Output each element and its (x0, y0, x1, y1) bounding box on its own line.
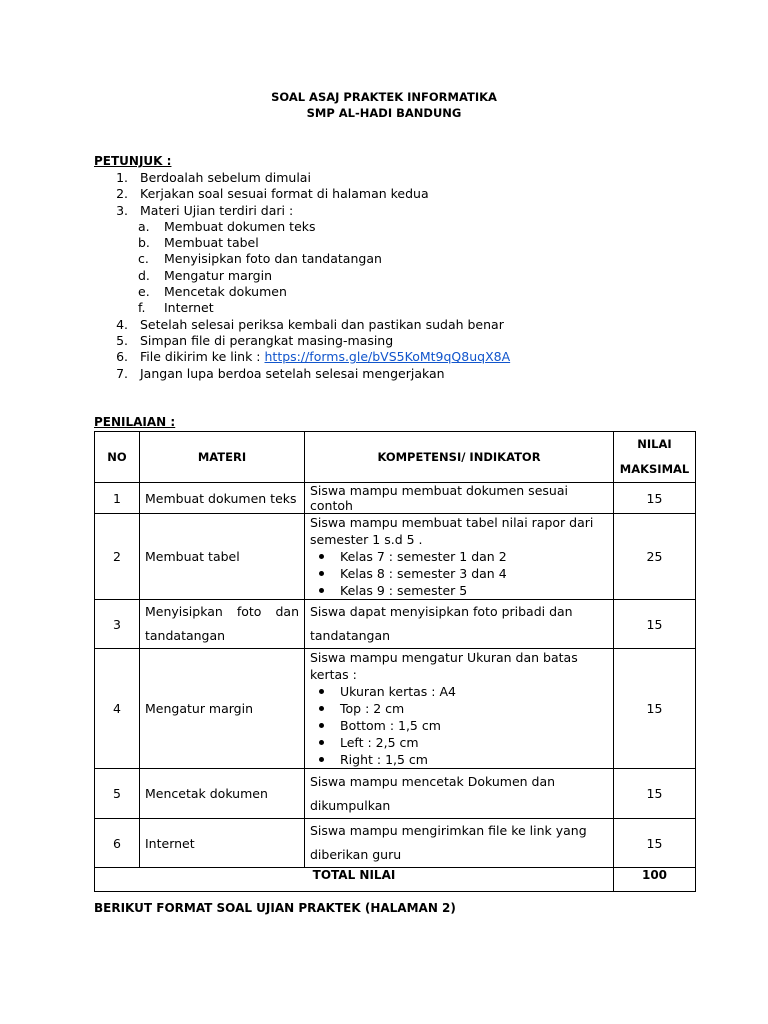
table-row: 6 Internet Siswa mampu mengirimkan file ke link yang diberikan guru 15 (95, 819, 696, 868)
table-header-row (95, 432, 696, 483)
penilaian-table (94, 431, 696, 892)
petunjuk-heading: PETUNJUK : (94, 154, 172, 168)
header-nilai: NILAI MAKSIMAL (614, 432, 696, 483)
table-row: 4 Mengatur margin Siswa mampu mengatur Ukuran dan batas kertas : Ukuran kertas : A4 Top : 2 cm Bottom : 1,5 cm Left : 2,5 cm Right : 1,5 cm 15 (95, 649, 696, 769)
total-label: TOTAL NILAI (95, 868, 614, 892)
footer-note: BERIKUT FORMAT SOAL UJIAN PRAKTEK (HALAMAN 2) (94, 901, 456, 915)
document-title: SOAL ASAJ PRAKTEK INFORMATIKA (271, 90, 497, 104)
header-materi: MATERI (140, 432, 305, 483)
bullet-list: Ukuran kertas : A4 Top : 2 cm Bottom : 1,5 cm Left : 2,5 cm Right : 1,5 cm (310, 683, 608, 768)
document-page: SOAL ASAJ PRAKTEK INFORMATIKA SMP AL-HADI BANDUNG PETUNJUK : 1. Berdoalah sebelum dimulai 2. Kerjakan soal sesuai format di halaman kedua 3. Materi Ujian terdiri dari : a. Membuat dokumen teks b. Membuat tabel c. Menyisipkan foto dan tandatangan d. Mengatur margin e. Mencetak dokumen f. Internet 4. Setelah selesai periksa kembali dan pastikan sudah benar 5. Simpan file di perangkat masing-masing 6. File dikirim ke link : https://forms.gle/bVS5KoMt9qQ8uqX8A 7. Jangan lupa berdoa setelah selesai mengerjakan PENILAIAN : NO MATERI KOMPETENSI/ INDIKATOR NILAI MAKSIMAL 1 Membuat dokumen teks Siswa mampu membuat dokumen sesuai contoh 15 2 Membuat tabel Siswa mampu membuat tabel nilai rapor dari semester 1 s.d 5 . Kelas 7 : semester 1 dan 2 Kelas 8 : semester 3 dan 4 Kelas 9 : semester 5 25 3 Menyisipkan foto dan tandatangan Siswa dapat menyisipkan foto pribadi dan tandatangan 15 4 Mengatur margin Siswa mampu mengatur Ukuran dan batas kertas : Ukuran kertas : A4 Top : 2 cm Bottom : 1,5 cm Left : 2,5 cm Right : 1,5 cm 15 5 Mencetak dokumen Siswa mampu mencetak Dokumen dan dikumpulkan 15 6 Internet Siswa mampu mengirimkan file ke link yang diberikan guru 15 TOTAL NILAI 100 BERIKUT FORMAT SOAL UJIAN PRAKTEK (HALAMAN 2) (0, 0, 768, 1024)
table-row: 2 Membuat tabel Siswa mampu membuat tabel nilai rapor dari semester 1 s.d 5 . Kelas 7 : semester 1 dan 2 Kelas 8 : semester 3 dan 4 Kelas 9 : semester 5 25 (95, 514, 696, 600)
bullet-list: Kelas 7 : semester 1 dan 2 Kelas 8 : semester 3 dan 4 Kelas 9 : semester 5 (310, 548, 608, 599)
total-value: 100 (614, 868, 696, 892)
header-kompetensi: KOMPETENSI/ INDIKATOR (305, 432, 614, 483)
penilaian-heading: PENILAIAN : (94, 415, 176, 429)
table-row: 1 Membuat dokumen teks Siswa mampu membuat dokumen sesuai contoh 15 (95, 483, 696, 514)
total-row (95, 868, 696, 892)
table-row: 3 Menyisipkan foto dan tandatangan Siswa dapat menyisipkan foto pribadi dan tandatangan 15 (95, 600, 696, 649)
form-link[interactable]: https://forms.gle/bVS5KoMt9qQ8uqX8A (264, 349, 511, 365)
school-name: SMP AL-HADI BANDUNG (306, 106, 462, 120)
header-no: NO (95, 432, 140, 483)
table-row: 5 Mencetak dokumen Siswa mampu mencetak Dokumen dan dikumpulkan 15 (95, 769, 696, 819)
